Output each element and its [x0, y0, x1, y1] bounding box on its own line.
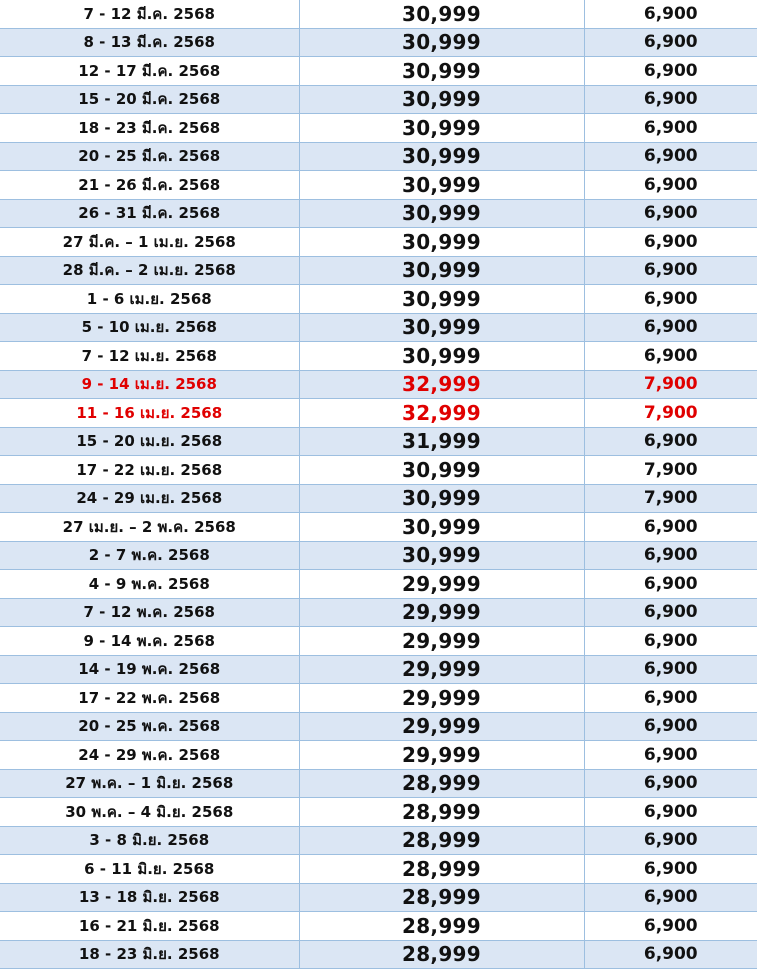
price-cell: 29,999 — [299, 570, 584, 599]
table-row — [0, 228, 757, 257]
price-cell: 29,999 — [299, 684, 584, 713]
travel-date-cell: 16 - 21 มิ.ย. 2568 — [0, 912, 299, 941]
table-row — [0, 256, 757, 285]
travel-date-cell: 15 - 20 เม.ย. 2568 — [0, 427, 299, 456]
table-row — [0, 655, 757, 684]
extra-charge-cell: 6,900 — [584, 712, 757, 741]
travel-date-cell: 30 พ.ค. – 4 มิ.ย. 2568 — [0, 798, 299, 827]
travel-date-cell: 1 - 6 เม.ย. 2568 — [0, 285, 299, 314]
travel-date-cell: 7 - 12 มี.ค. 2568 — [0, 0, 299, 28]
price-cell: 30,999 — [299, 285, 584, 314]
price-cell: 30,999 — [299, 0, 584, 28]
extra-charge-cell: 7,900 — [584, 370, 757, 399]
extra-charge-cell: 6,900 — [584, 228, 757, 257]
price-cell: 30,999 — [299, 342, 584, 371]
table-row — [0, 855, 757, 884]
table-row — [0, 684, 757, 713]
table-row — [0, 513, 757, 542]
price-cell: 30,999 — [299, 28, 584, 57]
travel-date-cell: 18 - 23 มี.ค. 2568 — [0, 114, 299, 143]
price-cell: 28,999 — [299, 798, 584, 827]
travel-date-cell: 15 - 20 มี.ค. 2568 — [0, 85, 299, 114]
travel-date-cell: 9 - 14 พ.ค. 2568 — [0, 627, 299, 656]
extra-charge-cell: 6,900 — [584, 85, 757, 114]
table-row — [0, 883, 757, 912]
price-cell: 30,999 — [299, 456, 584, 485]
extra-charge-cell: 6,900 — [584, 342, 757, 371]
price-cell: 29,999 — [299, 655, 584, 684]
extra-charge-cell: 6,900 — [584, 171, 757, 200]
table-row — [0, 313, 757, 342]
extra-charge-cell: 6,900 — [584, 912, 757, 941]
travel-date-cell: 20 - 25 พ.ค. 2568 — [0, 712, 299, 741]
travel-date-cell: 2 - 7 พ.ค. 2568 — [0, 541, 299, 570]
travel-date-cell: 11 - 16 เม.ย. 2568 — [0, 399, 299, 428]
extra-charge-cell: 7,900 — [584, 484, 757, 513]
extra-charge-cell: 6,900 — [584, 826, 757, 855]
travel-date-cell: 3 - 8 มิ.ย. 2568 — [0, 826, 299, 855]
price-cell: 30,999 — [299, 85, 584, 114]
travel-date-cell: 14 - 19 พ.ค. 2568 — [0, 655, 299, 684]
table-row — [0, 399, 757, 428]
price-cell: 30,999 — [299, 541, 584, 570]
table-row — [0, 171, 757, 200]
extra-charge-cell: 6,900 — [584, 598, 757, 627]
price-cell: 28,999 — [299, 883, 584, 912]
table-row — [0, 0, 757, 28]
price-cell: 30,999 — [299, 114, 584, 143]
extra-charge-cell: 6,900 — [584, 313, 757, 342]
price-cell: 30,999 — [299, 142, 584, 171]
price-cell: 29,999 — [299, 712, 584, 741]
table-row — [0, 199, 757, 228]
price-cell: 28,999 — [299, 912, 584, 941]
table-row — [0, 342, 757, 371]
table-row — [0, 427, 757, 456]
extra-charge-cell: 6,900 — [584, 684, 757, 713]
travel-date-cell: 17 - 22 พ.ค. 2568 — [0, 684, 299, 713]
extra-charge-cell: 6,900 — [584, 798, 757, 827]
travel-date-cell: 28 มี.ค. – 2 เม.ย. 2568 — [0, 256, 299, 285]
travel-date-cell: 13 - 18 มิ.ย. 2568 — [0, 883, 299, 912]
table-row — [0, 28, 757, 57]
travel-date-cell: 7 - 12 พ.ค. 2568 — [0, 598, 299, 627]
extra-charge-cell: 7,900 — [584, 456, 757, 485]
price-cell: 31,999 — [299, 427, 584, 456]
travel-date-cell: 12 - 17 มี.ค. 2568 — [0, 57, 299, 86]
table-row — [0, 627, 757, 656]
extra-charge-cell: 6,900 — [584, 855, 757, 884]
extra-charge-cell: 6,900 — [584, 627, 757, 656]
price-cell: 30,999 — [299, 313, 584, 342]
table-row — [0, 541, 757, 570]
price-cell: 32,999 — [299, 370, 584, 399]
extra-charge-cell: 6,900 — [584, 28, 757, 57]
extra-charge-cell: 6,900 — [584, 769, 757, 798]
price-cell: 28,999 — [299, 826, 584, 855]
travel-date-cell: 27 มี.ค. – 1 เม.ย. 2568 — [0, 228, 299, 257]
extra-charge-cell: 6,900 — [584, 541, 757, 570]
extra-charge-cell: 6,900 — [584, 0, 757, 28]
price-cell: 30,999 — [299, 57, 584, 86]
table-row — [0, 370, 757, 399]
price-cell: 29,999 — [299, 627, 584, 656]
travel-date-cell: 9 - 14 เม.ย. 2568 — [0, 370, 299, 399]
extra-charge-cell: 6,900 — [584, 741, 757, 770]
table-row — [0, 769, 757, 798]
travel-date-cell: 18 - 23 มิ.ย. 2568 — [0, 940, 299, 969]
price-cell: 29,999 — [299, 741, 584, 770]
table-row — [0, 598, 757, 627]
travel-date-cell: 26 - 31 มี.ค. 2568 — [0, 199, 299, 228]
extra-charge-cell: 6,900 — [584, 285, 757, 314]
table-row — [0, 142, 757, 171]
price-cell: 32,999 — [299, 399, 584, 428]
table-row — [0, 57, 757, 86]
table-row — [0, 940, 757, 969]
extra-charge-cell: 7,900 — [584, 399, 757, 428]
travel-date-cell: 24 - 29 พ.ค. 2568 — [0, 741, 299, 770]
travel-date-cell: 27 เม.ย. – 2 พ.ค. 2568 — [0, 513, 299, 542]
price-cell: 30,999 — [299, 513, 584, 542]
extra-charge-cell: 6,900 — [584, 114, 757, 143]
travel-date-cell: 24 - 29 เม.ย. 2568 — [0, 484, 299, 513]
table-row — [0, 285, 757, 314]
table-row — [0, 826, 757, 855]
extra-charge-cell: 6,900 — [584, 883, 757, 912]
extra-charge-cell: 6,900 — [584, 513, 757, 542]
travel-date-cell: 21 - 26 มี.ค. 2568 — [0, 171, 299, 200]
table-row — [0, 456, 757, 485]
table-row — [0, 741, 757, 770]
table-row — [0, 798, 757, 827]
extra-charge-cell: 6,900 — [584, 427, 757, 456]
extra-charge-cell: 6,900 — [584, 142, 757, 171]
travel-date-cell: 4 - 9 พ.ค. 2568 — [0, 570, 299, 599]
travel-date-cell: 6 - 11 มิ.ย. 2568 — [0, 855, 299, 884]
price-cell: 30,999 — [299, 228, 584, 257]
price-cell: 28,999 — [299, 855, 584, 884]
extra-charge-cell: 6,900 — [584, 199, 757, 228]
price-cell: 28,999 — [299, 940, 584, 969]
price-cell: 30,999 — [299, 256, 584, 285]
table-row — [0, 484, 757, 513]
extra-charge-cell: 6,900 — [584, 655, 757, 684]
table-row — [0, 712, 757, 741]
table-row — [0, 85, 757, 114]
price-cell: 30,999 — [299, 199, 584, 228]
table-row — [0, 114, 757, 143]
price-cell: 29,999 — [299, 598, 584, 627]
price-cell: 30,999 — [299, 171, 584, 200]
price-cell: 30,999 — [299, 484, 584, 513]
travel-date-cell: 8 - 13 มี.ค. 2568 — [0, 28, 299, 57]
table-row — [0, 912, 757, 941]
extra-charge-cell: 6,900 — [584, 940, 757, 969]
extra-charge-cell: 6,900 — [584, 57, 757, 86]
travel-date-cell: 17 - 22 เม.ย. 2568 — [0, 456, 299, 485]
travel-date-cell: 27 พ.ค. – 1 มิ.ย. 2568 — [0, 769, 299, 798]
table-row — [0, 570, 757, 599]
travel-date-cell: 7 - 12 เม.ย. 2568 — [0, 342, 299, 371]
extra-charge-cell: 6,900 — [584, 256, 757, 285]
extra-charge-cell: 6,900 — [584, 570, 757, 599]
travel-date-cell: 20 - 25 มี.ค. 2568 — [0, 142, 299, 171]
travel-date-cell: 5 - 10 เม.ย. 2568 — [0, 313, 299, 342]
price-cell: 28,999 — [299, 769, 584, 798]
